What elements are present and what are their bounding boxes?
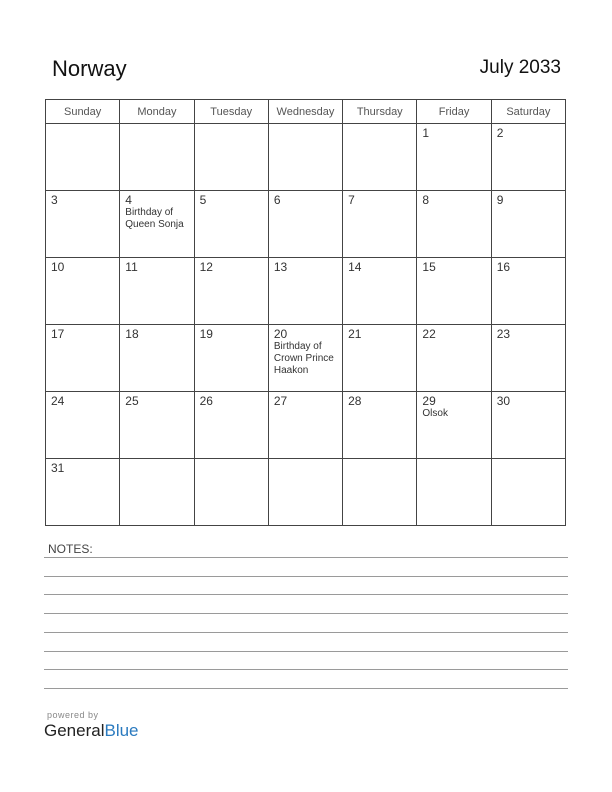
- day-number: 3: [51, 193, 58, 207]
- powered-by-text: powered by: [47, 710, 99, 720]
- weekday-friday: Friday: [417, 100, 491, 124]
- day-number: 15: [422, 260, 436, 274]
- day-cell: [417, 124, 491, 191]
- day-number: 18: [125, 327, 139, 341]
- day-number: 5: [199, 193, 207, 207]
- week-row: [46, 325, 566, 392]
- weekday-tuesday: Tuesday: [194, 100, 268, 124]
- day-number: 13: [273, 260, 288, 274]
- day-cell: [46, 258, 120, 325]
- day-cell: [194, 191, 268, 258]
- day-cell: [46, 459, 120, 526]
- day-cell: [120, 258, 194, 325]
- day-number: 14: [348, 260, 362, 274]
- day-number: 29: [422, 394, 436, 408]
- day-cell: [268, 124, 342, 191]
- day-number: 6: [273, 193, 281, 207]
- day-number: 16: [496, 260, 511, 274]
- holiday-event: Olsok: [422, 408, 448, 419]
- note-line: [44, 688, 568, 689]
- week-row: [46, 258, 566, 325]
- day-cell: [491, 258, 565, 325]
- day-number: 25: [125, 394, 139, 408]
- week-row: [46, 124, 566, 191]
- day-number: 21: [348, 327, 362, 341]
- day-number: 2: [496, 126, 504, 140]
- day-number: 12: [199, 260, 213, 274]
- day-number: 28: [348, 394, 362, 408]
- day-number: 11: [125, 260, 138, 274]
- day-cell: [343, 459, 417, 526]
- day-cell: [46, 191, 120, 258]
- country-title: Norway: [52, 56, 127, 81]
- day-number: 8: [422, 193, 430, 207]
- note-line: [44, 576, 568, 577]
- day-cell: [417, 258, 491, 325]
- day-cell: [343, 325, 417, 392]
- day-number: 27: [273, 394, 288, 408]
- note-line: [44, 651, 568, 652]
- day-cell: [343, 392, 417, 459]
- note-line: [44, 669, 568, 670]
- day-cell: [120, 392, 194, 459]
- day-cell: [491, 459, 565, 526]
- day-cell: [343, 124, 417, 191]
- notes-label: NOTES:: [48, 542, 93, 556]
- day-cell: [417, 325, 491, 392]
- weekday-thursday: Thursday: [343, 100, 417, 124]
- day-cell: [46, 325, 120, 392]
- holiday-event: Birthday of Queen Sonja: [125, 207, 184, 230]
- day-number: 7: [348, 193, 355, 207]
- week-row: [46, 191, 566, 258]
- brand-blue: Blue: [104, 721, 139, 740]
- day-number: 24: [51, 394, 65, 408]
- day-cell: [491, 191, 565, 258]
- note-line: [44, 632, 568, 633]
- day-number: 17: [51, 327, 65, 341]
- day-cell: [268, 392, 342, 459]
- note-line: [44, 557, 568, 558]
- day-number: 23: [496, 327, 511, 341]
- week-row: [46, 459, 566, 526]
- day-cell: [194, 392, 268, 459]
- weekday-header-row: [46, 100, 566, 124]
- day-cell: [417, 459, 491, 526]
- day-cell: [268, 258, 342, 325]
- month-year-title: July 2033: [479, 57, 561, 78]
- day-number: 9: [496, 193, 504, 207]
- week-row: [46, 392, 566, 459]
- day-number: 31: [51, 461, 65, 475]
- day-cell: [120, 191, 194, 258]
- day-cell: [194, 459, 268, 526]
- day-number: 26: [199, 394, 213, 408]
- day-cell: [491, 392, 565, 459]
- weekday-wednesday: Wednesday: [268, 100, 342, 124]
- day-number: 4: [125, 193, 132, 207]
- day-cell: [343, 191, 417, 258]
- holiday-event: Birthday of Crown Prince Haakon: [273, 341, 334, 376]
- day-cell: [194, 258, 268, 325]
- generalblue-logo[interactable]: [44, 721, 139, 741]
- day-cell: [46, 392, 120, 459]
- weekday-saturday: Saturday: [491, 100, 565, 124]
- day-cell: [46, 124, 120, 191]
- day-cell: [120, 325, 194, 392]
- day-cell: [268, 325, 342, 392]
- day-number: 19: [199, 327, 213, 341]
- day-cell: [343, 258, 417, 325]
- day-number: 10: [51, 260, 65, 274]
- day-number: 20: [273, 327, 288, 341]
- calendar-grid: [45, 99, 566, 526]
- day-cell: [194, 325, 268, 392]
- day-number: 1: [422, 126, 430, 140]
- day-cell: [268, 191, 342, 258]
- note-line: [44, 613, 568, 614]
- day-cell: [268, 459, 342, 526]
- day-cell: [417, 392, 491, 459]
- weekday-sunday: Sunday: [46, 100, 120, 124]
- day-number: 30: [496, 394, 511, 408]
- day-cell: [491, 325, 565, 392]
- day-number: 22: [422, 327, 436, 341]
- day-cell: [194, 124, 268, 191]
- calendar-body: [46, 124, 566, 526]
- day-cell: [120, 459, 194, 526]
- weekday-monday: Monday: [120, 100, 194, 124]
- brand-general: General: [44, 721, 105, 740]
- day-cell: [120, 124, 194, 191]
- note-line: [44, 594, 568, 595]
- day-cell: [417, 191, 491, 258]
- day-cell: [491, 124, 565, 191]
